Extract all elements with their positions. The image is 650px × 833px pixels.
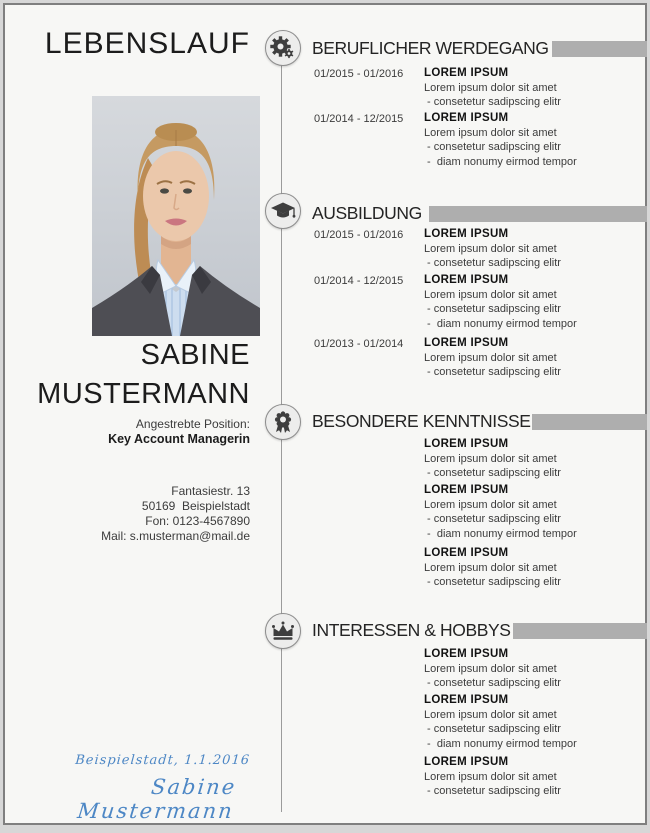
entry-line: Lorem ipsum dolor sit amet [424, 498, 557, 511]
entry-line: - diam nonumy eirmod tempor [424, 155, 577, 168]
last-name: MUSTERMANN [37, 378, 250, 410]
entry [424, 227, 645, 271]
entry [424, 647, 645, 691]
entry-line: - consetetur sadipscing elitr [424, 366, 561, 378]
gear-icon [265, 30, 301, 66]
entry-line: - consetetur sadipscing elitr [424, 257, 561, 269]
entry-line: - consetetur sadipscing elitr [424, 785, 561, 797]
entry [424, 546, 645, 590]
section-title-bar [429, 206, 647, 222]
entry [424, 66, 645, 110]
graduation-cap-icon [265, 193, 301, 229]
entry-heading: LOREM IPSUM [424, 337, 509, 349]
entry-heading: LOREM IPSUM [424, 274, 509, 286]
entry-line: Lorem ipsum dolor sit amet [424, 288, 557, 301]
entry-line: Lorem ipsum dolor sit amet [424, 126, 557, 139]
entry-heading: LOREM IPSUM [424, 756, 509, 768]
section-title-bar [532, 414, 647, 430]
signature-name: Sabine Mustermann [76, 775, 238, 823]
entry-line: Lorem ipsum dolor sit amet [424, 452, 557, 465]
entry-heading: LOREM IPSUM [424, 112, 509, 124]
section-title: BERUFLICHER WERDEGANG [312, 38, 549, 58]
crown-icon [265, 613, 301, 649]
address-line: Fantasiestr. 13 [171, 484, 250, 498]
entry-line: Lorem ipsum dolor sit amet [424, 662, 557, 675]
entry-date: 01/2013 - 01/2014 [314, 338, 404, 350]
entry-date: 01/2014 - 12/2015 [314, 113, 404, 125]
entry-line: Lorem ipsum dolor sit amet [424, 708, 557, 721]
entry-date: 01/2014 - 12/2015 [314, 275, 404, 287]
entry [424, 111, 645, 169]
entry-line: Lorem ipsum dolor sit amet [424, 770, 557, 783]
entry-line: Lorem ipsum dolor sit amet [424, 561, 557, 574]
address-line: Mail: s.musterman@mail.de [101, 529, 250, 543]
entry-line: Lorem ipsum dolor sit amet [424, 242, 557, 255]
section-title: AUSBILDUNG [312, 203, 422, 223]
page-title: LEBENSLAUF [44, 27, 250, 60]
entry-heading: LOREM IPSUM [424, 228, 509, 240]
address-line: Fon: 0123-4567890 [145, 514, 250, 528]
entry-line: - consetetur sadipscing elitr [424, 141, 561, 153]
entry-heading: LOREM IPSUM [424, 547, 509, 559]
entry-date: 01/2015 - 01/2016 [314, 68, 404, 80]
entry [424, 273, 645, 331]
entry-heading: LOREM IPSUM [424, 648, 509, 660]
entry-date: 01/2015 - 01/2016 [314, 229, 404, 241]
section-title-bar [552, 41, 647, 57]
address-line: 50169 Beispielstadt [141, 499, 250, 513]
entry-line: - consetetur sadipscing elitr [424, 467, 561, 479]
entry-heading: LOREM IPSUM [424, 484, 509, 496]
address-block [20, 484, 250, 544]
section-title-bar [513, 623, 647, 639]
entry-line: - consetetur sadipscing elitr [424, 677, 561, 689]
entry-line: - consetetur sadipscing elitr [424, 303, 561, 315]
section-title: INTERESSEN & HOBBYS [312, 620, 511, 640]
entry [424, 483, 645, 541]
first-name: SABINE [140, 339, 250, 371]
page-frame [3, 3, 647, 825]
portrait-illustration [92, 96, 260, 336]
entry-heading: LOREM IPSUM [424, 67, 509, 79]
entry-line: - diam nonumy eirmod tempor [424, 527, 577, 540]
position-label: Angestrebte Position: [135, 417, 250, 431]
entry [424, 755, 645, 799]
entry-line: - diam nonumy eirmod tempor [424, 317, 577, 330]
entry [424, 693, 645, 751]
entry-line: - consetetur sadipscing elitr [424, 96, 561, 108]
signature-place-date: Beispielstadt, 1.1.2016 [74, 753, 251, 768]
entry-line: Lorem ipsum dolor sit amet [424, 351, 557, 364]
section-title: BESONDERE KENNTNISSE [312, 411, 531, 431]
entry-line: - consetetur sadipscing elitr [424, 723, 561, 735]
full-name [15, 336, 250, 414]
profile-photo [92, 96, 260, 336]
position-value: Key Account Managerin [108, 432, 250, 446]
entry-line: - diam nonumy eirmod tempor [424, 737, 577, 750]
entry [424, 437, 645, 481]
award-icon [265, 404, 301, 440]
entry-heading: LOREM IPSUM [424, 438, 509, 450]
entry-line: - consetetur sadipscing elitr [424, 576, 561, 588]
entry-line: - consetetur sadipscing elitr [424, 513, 561, 525]
entry [424, 336, 645, 380]
entry-line: Lorem ipsum dolor sit amet [424, 81, 557, 94]
entry-heading: LOREM IPSUM [424, 694, 509, 706]
